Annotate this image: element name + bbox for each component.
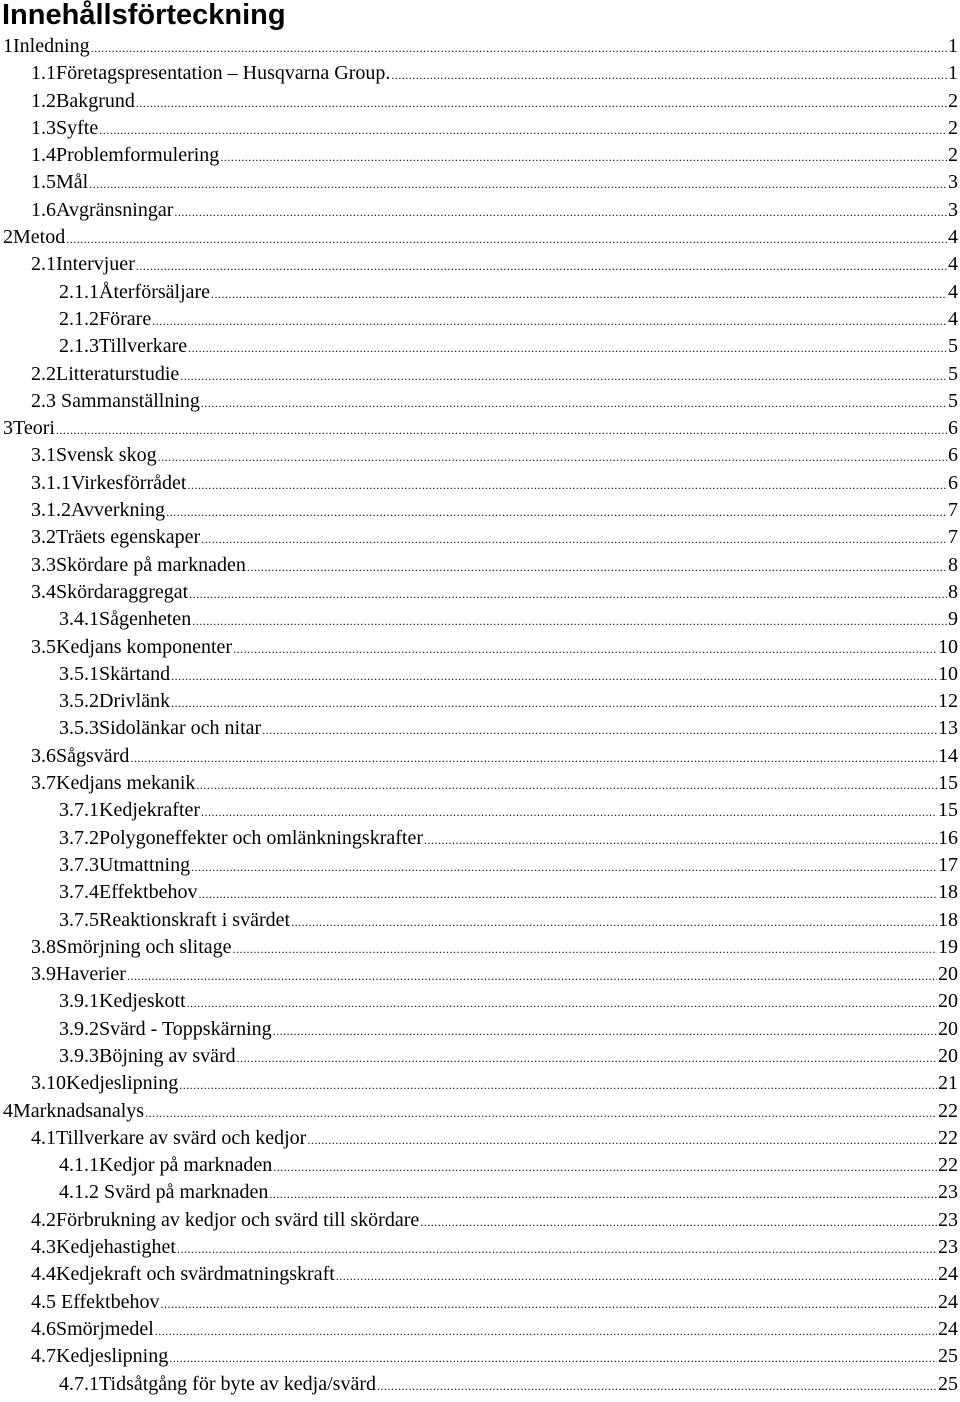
toc-entry[interactable] [0,934,960,961]
toc-entry[interactable] [0,169,960,196]
toc-entry-title: 4.1.2 Svärd på marknaden [59,1181,269,1204]
dot-leader [291,907,937,936]
dot-leader [211,279,947,308]
dot-leader [201,388,947,417]
toc-entry[interactable] [0,1371,960,1398]
toc-entry-page-number: 7 [948,526,958,549]
toc-entry-title: 3.9.1Kedjeskott [59,990,186,1013]
toc-entry[interactable] [0,1261,960,1288]
toc-entry[interactable] [0,251,960,278]
toc-entry-page-number: 14 [938,744,958,767]
toc-entry[interactable] [0,524,960,551]
toc-entry-page-number: 15 [938,799,958,822]
toc-entry[interactable] [0,142,960,169]
toc-entry-page-number: 24 [938,1317,958,1340]
toc-entry-page-number: 16 [938,826,958,849]
dot-leader [220,142,947,171]
dot-leader [196,770,937,799]
dot-leader [136,251,947,280]
toc-entry-title: 1.3Syfte [31,116,99,139]
toc-entry-page-number: 25 [938,1345,958,1368]
toc-entry-title: 3.9Haverier [31,963,126,986]
toc-entry-title: 2.1.3Tillverkare [59,335,188,358]
toc-entry-title: 1.5Mål [31,171,89,194]
toc-entry-page-number: 13 [938,717,958,740]
toc-entry-title: 2.1.2Förare [59,307,152,330]
toc-entry-page-number: 25 [938,1372,958,1395]
toc-entry-page-number: 24 [938,1263,958,1286]
dot-leader [377,1371,937,1400]
toc-entry-title: 2.1Intervjuer [31,253,135,276]
toc-entry-title: 4.1.1Kedjor på marknaden [59,1154,273,1177]
dot-leader [187,470,947,499]
toc-entry-page-number: 22 [938,1099,958,1122]
dot-leader [199,879,938,908]
dot-leader [273,1152,937,1181]
toc-entry[interactable] [0,797,960,824]
dot-leader [169,1343,937,1372]
dot-leader [145,1098,937,1127]
dot-leader [89,169,947,198]
toc-entry-title: 3.5.1Skärtand [59,662,171,685]
toc-entry-title: 3.6Sågsvärd [31,744,130,767]
dot-leader [187,988,937,1017]
toc-entry-page-number: 8 [948,580,958,603]
toc-entry-title: 3.7.2Polygoneffekter och omlänkningskrafter [59,826,423,849]
toc-entry-page-number: 9 [948,608,958,631]
toc-entry-page-number: 3 [948,198,958,221]
toc-entry[interactable] [0,1316,960,1343]
dot-leader [158,442,947,471]
dot-leader [188,333,947,362]
dot-leader [130,743,937,772]
toc-entry-page-number: 5 [948,335,958,358]
toc-entry-title: 2.3 Sammanställning [31,389,200,412]
toc-entry[interactable] [0,606,960,633]
toc-entry[interactable] [0,852,960,879]
toc-entry-title: 3.7Kedjans mekanik [31,772,196,795]
toc-entry-title: 4.5 Effektbehov [31,1290,160,1313]
toc-entry[interactable] [0,1207,960,1234]
toc-entry-title: 4.1Tillverkare av svärd och kedjor [31,1126,307,1149]
dot-leader [420,1207,937,1236]
toc-entry-title: 1.1Företagspresentation – Husqvarna Group. [31,62,391,85]
toc-entry-title: 1.4Problemformulering [31,144,220,167]
toc-entry[interactable] [0,743,960,770]
toc-entry-title: 3.3Skördare på marknaden [31,553,246,576]
dot-leader [336,1261,937,1290]
toc-entry-title: 4.2Förbrukning av kedjor och svärd till skördare [31,1208,420,1231]
toc-entry-page-number: 12 [938,690,958,713]
toc-entry-title: 4Marknadsanalys [3,1099,145,1122]
toc-entry-page-number: 19 [938,935,958,958]
toc-entry[interactable] [0,1289,960,1316]
toc-list [0,33,960,1398]
toc-entry-page-number: 1 [948,62,958,85]
toc-entry-title: 3.7.1Kedjekrafter [59,799,201,822]
toc-entry-page-number: 20 [938,963,958,986]
toc-entry[interactable] [0,224,960,251]
dot-leader [177,1234,937,1263]
toc-entry-page-number: 2 [948,116,958,139]
dot-leader [247,552,947,581]
toc-entry-title: 4.7Kedjeslipning [31,1345,169,1368]
toc-entry-title: 3.5.3Sidolänkar och nitar [59,717,262,740]
toc-entry[interactable] [0,60,960,87]
toc-entry[interactable] [0,552,960,579]
toc-entry[interactable] [0,988,960,1015]
dot-leader [66,224,947,253]
dot-leader [192,606,947,635]
dot-leader [189,579,947,608]
toc-entry[interactable] [0,661,960,688]
toc-entry[interactable] [0,1098,960,1125]
dot-leader [237,1043,937,1072]
toc-entry-title: 2.1.1Återförsäljare [59,280,211,303]
dot-leader [273,1016,937,1045]
toc-entry-title: 3.5.2Drivlänk [59,690,171,713]
toc-entry[interactable] [0,961,960,988]
toc-entry-page-number: 6 [948,417,958,440]
toc-entry[interactable] [0,825,960,852]
toc-entry-title: 3.1.2Avverkning [31,499,166,522]
toc-entry-page-number: 8 [948,553,958,576]
dot-leader [136,88,947,117]
dot-leader [191,852,937,881]
dot-leader [179,1070,937,1099]
dot-leader [180,361,947,390]
toc-entry-page-number: 4 [948,307,958,330]
toc-entry-title: 3.7.4Effektbehov [59,881,198,904]
toc-entry-page-number: 7 [948,499,958,522]
toc-entry-page-number: 5 [948,389,958,412]
dot-leader [201,524,947,553]
toc-entry[interactable] [0,442,960,469]
dot-leader [174,197,947,226]
toc-entry-page-number: 10 [938,635,958,658]
toc-entry-page-number: 20 [938,1017,958,1040]
toc-entry-title: 1.2Bakgrund [31,89,135,112]
toc-entry-title: 4.4Kedjekraft och svärdmatningskraft [31,1263,335,1286]
toc-entry[interactable] [0,907,960,934]
toc-entry-page-number: 24 [938,1290,958,1313]
dot-leader [166,497,947,526]
dot-leader [233,934,937,963]
dot-leader [56,415,947,444]
toc-entry-title: 3.8Smörjning och slitage [31,935,232,958]
toc-entry[interactable] [0,279,960,306]
toc-entry-title: 2.2Litteraturstudie [31,362,180,385]
toc-entry-title: 3.1.1Virkesförrådet [31,471,187,494]
toc-entry[interactable] [0,415,960,442]
toc-entry-page-number: 18 [938,908,958,931]
toc-entry[interactable] [0,306,960,333]
toc-entry-page-number: 17 [938,853,958,876]
toc-entry-title: 1Inledning [3,35,90,57]
toc-entry[interactable] [0,770,960,797]
toc-entry-title: 4.3Kedjehastighet [31,1236,176,1259]
toc-entry[interactable] [0,1234,960,1261]
toc-title: Innehållsförteckning [2,0,286,31]
toc-entry-page-number: 5 [948,362,958,385]
toc-entry-page-number: 2 [948,89,958,112]
dot-leader [91,33,947,62]
dot-leader [99,115,947,144]
toc-entry[interactable] [0,470,960,497]
toc-entry-title: 4.7.1Tidsåtgång för byte av kedja/svärd [59,1372,376,1395]
toc-entry-page-number: 3 [948,171,958,194]
toc-entry[interactable] [0,879,960,906]
toc-entry-title: 3.5Kedjans komponenter [31,635,233,658]
toc-entry[interactable] [0,388,960,415]
toc-entry[interactable] [0,1070,960,1097]
toc-entry[interactable] [0,634,960,661]
toc-entry-title: 3Teori [3,417,55,440]
toc-entry-title: 3.9.3Böjning av svärd [59,1044,236,1067]
toc-entry[interactable] [0,197,960,224]
toc-entry[interactable] [0,333,960,360]
toc-entry-title: 3.7.5Reaktionskraft i svärdet [59,908,291,931]
toc-entry-page-number: 20 [938,990,958,1013]
dot-leader [269,1179,937,1208]
toc-entry-page-number: 22 [938,1126,958,1149]
toc-entry[interactable] [0,1043,960,1070]
toc-entry-page-number: 10 [938,662,958,685]
toc-entry[interactable] [0,1125,960,1152]
toc-entry[interactable] [0,579,960,606]
toc-entry-title: 3.9.2Svärd - Toppskärning [59,1017,272,1040]
dot-leader [307,1125,937,1154]
dot-leader [201,797,937,826]
toc-entry-title: 3.10Kedjeslipning [31,1072,179,1095]
toc-entry-title: 3.2Träets egenskaper [31,526,201,549]
dot-leader [171,661,937,690]
toc-entry-title: 3.1Svensk skog [31,444,157,467]
toc-entry-page-number: 23 [938,1236,958,1259]
toc-entry[interactable] [0,688,960,715]
toc-entry[interactable] [0,88,960,115]
dot-leader [391,60,947,89]
toc-entry-page-number: 4 [948,280,958,303]
toc-entry[interactable] [0,115,960,142]
toc-entry-title: 2Metod [3,226,66,249]
toc-entry-page-number: 23 [938,1208,958,1231]
toc-entry-page-number: 2 [948,144,958,167]
toc-entry-page-number: 6 [948,444,958,467]
dot-leader [171,688,937,717]
dot-leader [424,825,937,854]
toc-entry-title: 1.6Avgränsningar [31,198,174,221]
toc-entry[interactable] [0,497,960,524]
toc-entry-page-number: 20 [938,1044,958,1067]
toc-entry-title: 3.7.3Utmattning [59,853,191,876]
toc-entry[interactable] [0,33,960,60]
toc-entry-page-number: 22 [938,1154,958,1177]
toc-entry-page-number: 23 [938,1181,958,1204]
toc-entry-page-number: 21 [938,1072,958,1095]
toc-entry-title: 3.4Skördaraggregat [31,580,189,603]
toc-entry[interactable] [0,361,960,388]
toc-entry-page-number: 18 [938,881,958,904]
toc-entry[interactable] [0,1343,960,1370]
toc-entry-page-number: 6 [948,471,958,494]
toc-entry-page-number: 15 [938,772,958,795]
toc-entry-page-number: 1 [948,35,958,57]
toc-entry-title: 4.6Smörjmedel [31,1317,154,1340]
toc-entry[interactable] [0,1016,960,1043]
toc-entry-title: 3.4.1Sågenheten [59,608,192,631]
dot-leader [155,1316,937,1345]
toc-entry[interactable] [0,1179,960,1206]
dot-leader [152,306,947,335]
toc-entry[interactable] [0,715,960,742]
dot-leader [161,1289,938,1318]
toc-entry-page-number: 4 [948,253,958,276]
dot-leader [262,715,937,744]
toc-entry-page-number: 4 [948,226,958,249]
toc-entry[interactable] [0,1152,960,1179]
dot-leader [127,961,937,990]
dot-leader [233,634,937,663]
